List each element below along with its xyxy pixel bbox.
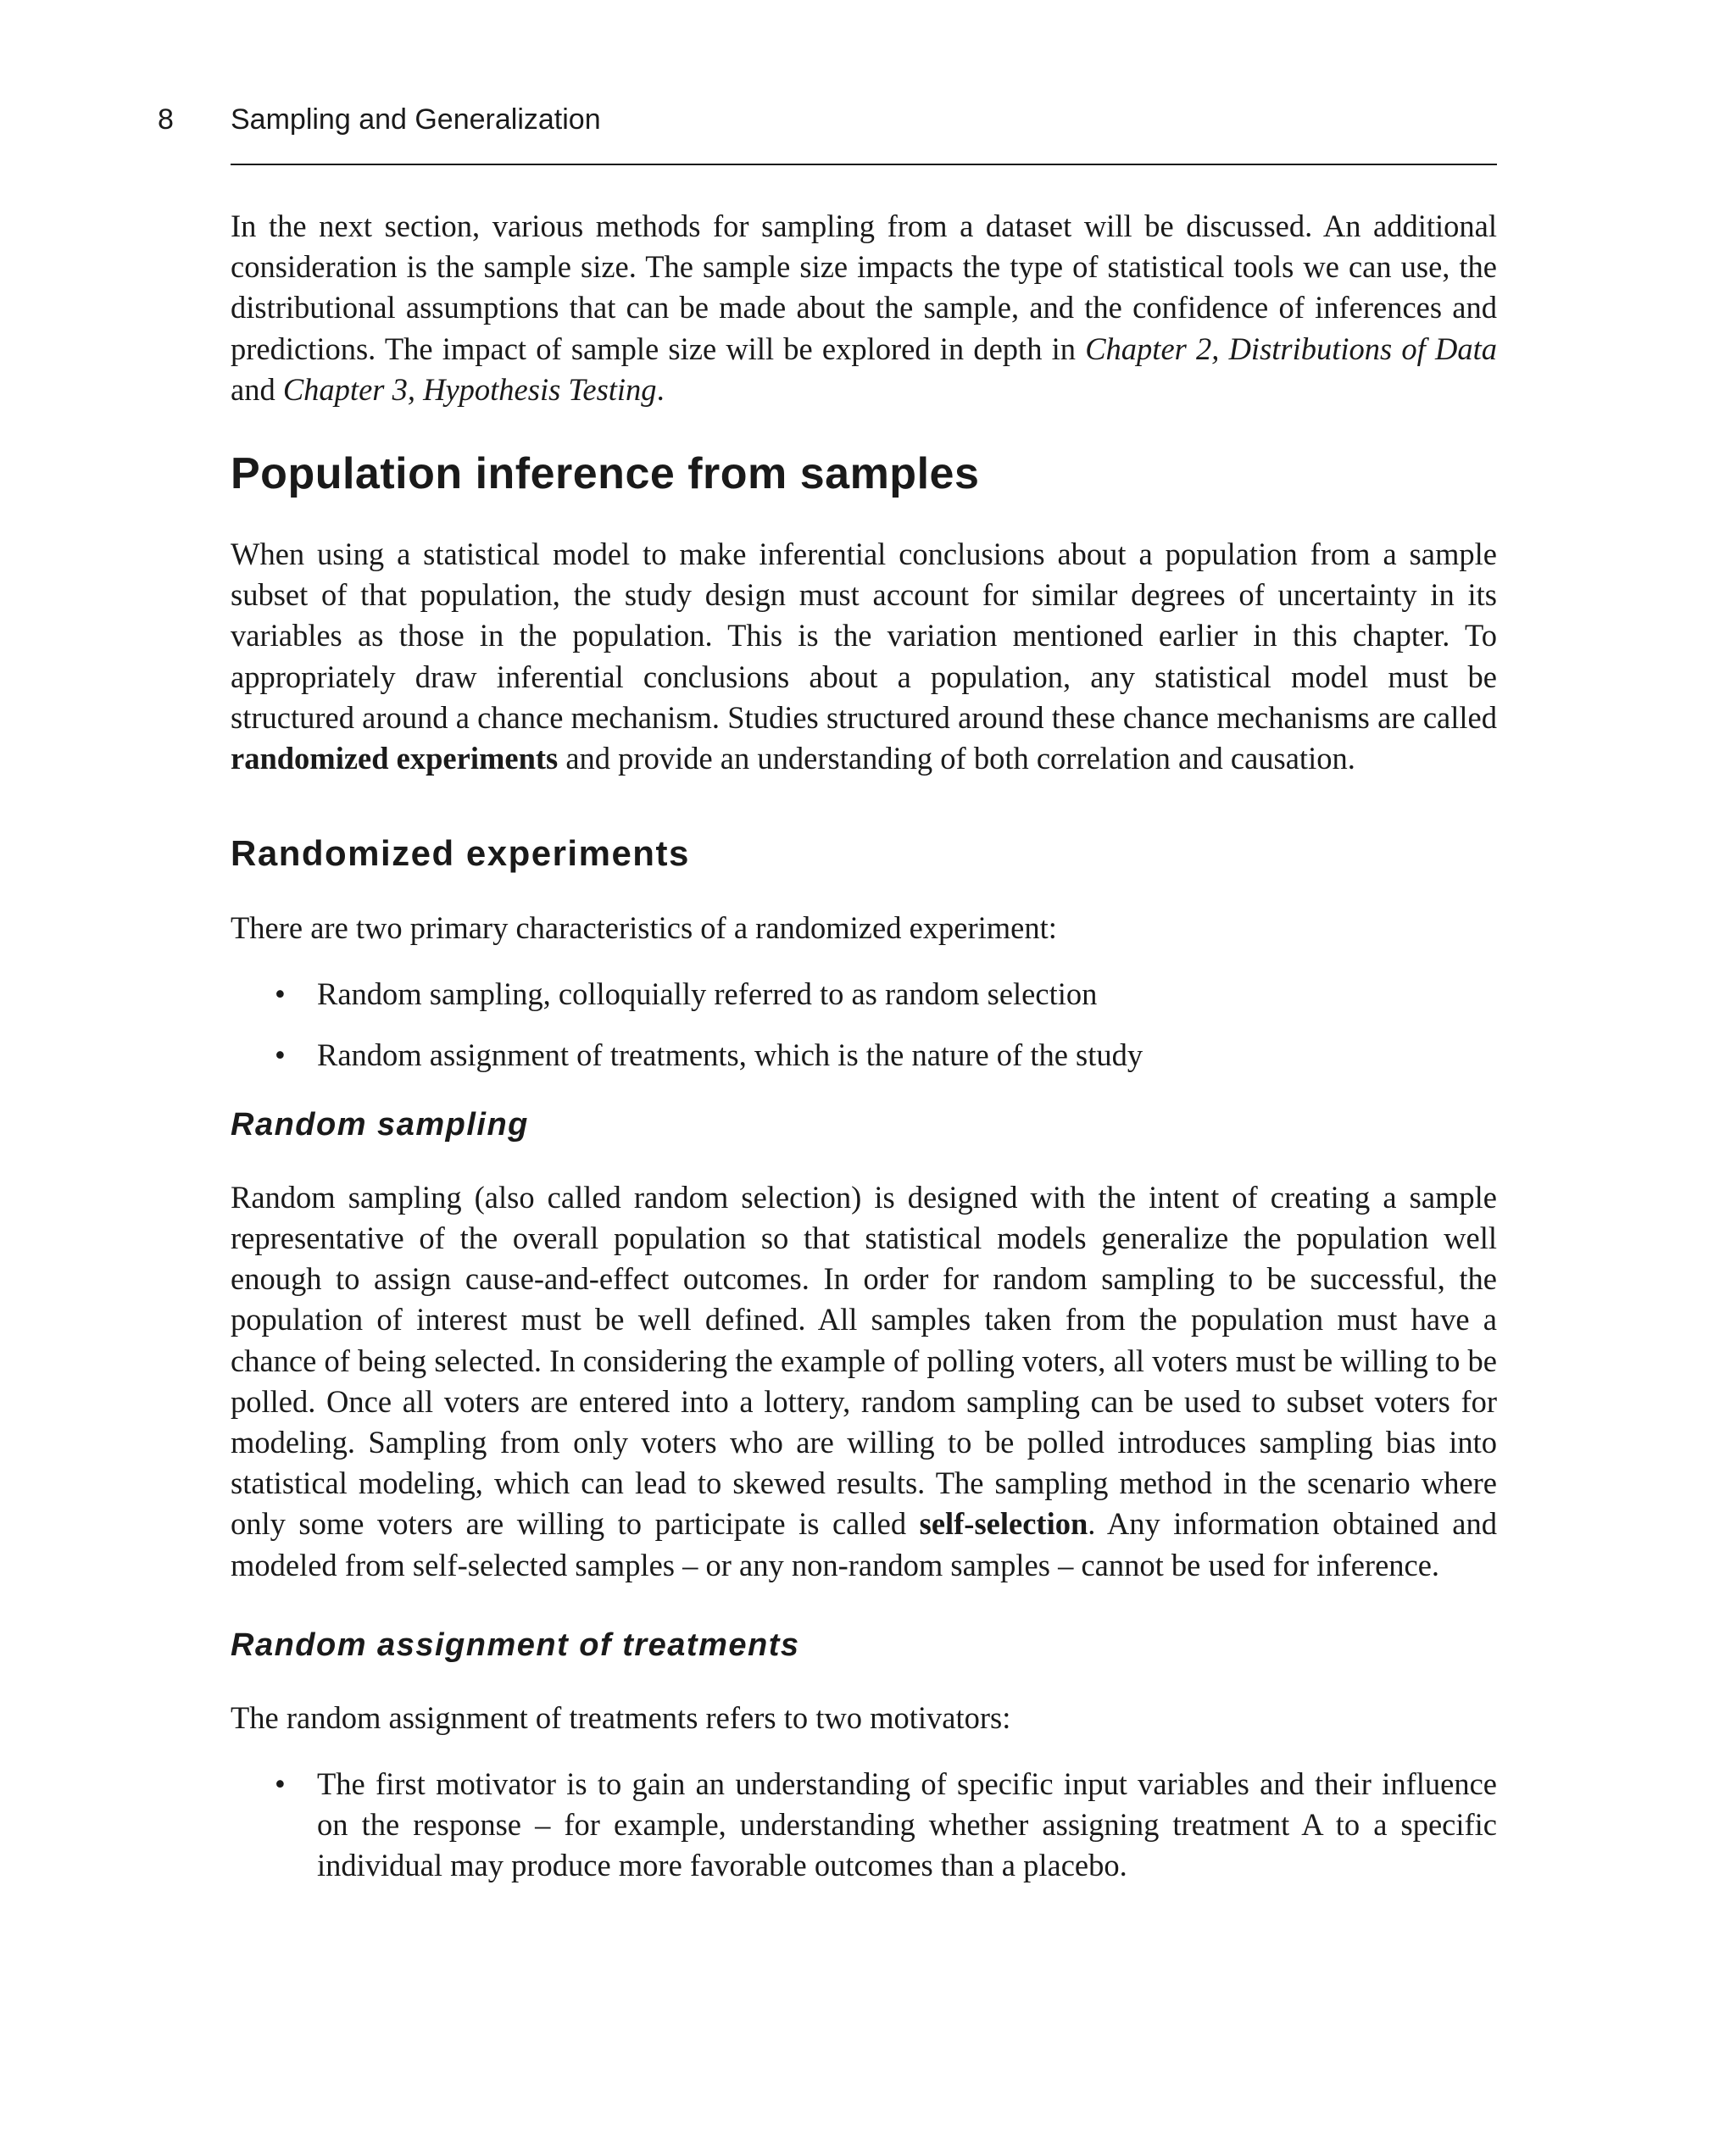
list-item: • Random sampling, colloquially referred to as random selection — [231, 974, 1497, 1015]
bullet-icon: • — [275, 1037, 286, 1072]
running-title: Sampling and Generalization — [231, 103, 601, 136]
chapter-3-reference: Chapter 3, Hypothesis Testing — [282, 371, 657, 407]
chapter-2-reference: Chapter 2, Distributions of Data — [1085, 331, 1497, 366]
characteristics-intro: There are two primary characteristics of a randomized experiment: — [231, 910, 1057, 946]
bullet-icon: • — [275, 976, 286, 1012]
bullet-icon: • — [275, 1766, 286, 1802]
characteristics-list — [231, 974, 1497, 1075]
term-self-selection: self-selection — [919, 1506, 1088, 1542]
list-item: • The first motivator is to gain an understanding of specific input variables and their influence on the response – for example, understanding whether assigning treatment A to a specific individual may produce more favorable outcomes than a placebo. — [231, 1764, 1497, 1887]
motivators-intro: The random assignment of treatments refers to two motivators: — [231, 1699, 1011, 1735]
motivators-list — [231, 1764, 1497, 1887]
page-header — [0, 103, 1736, 146]
list-item: • Random assignment of treatments, which is the nature of the study — [231, 1035, 1497, 1076]
page-body — [231, 206, 1497, 1887]
random-sampling-paragraph: Random sampling (also called random selection) is designed with the intent of creating a sample representative of the overall population so that statistical models generalize the population well enough to assign cause-and-effect outcomes. In order for random sampling to be successful, the population of interest must be well defined. All samples taken from the population must have a chance of being selected. In considering the example of polling voters, all voters must be willing to be polled. Once all voters are entered into a lottery, random sampling can be used to subset voters for modeling. Sampling from only voters who are willing to be polled introduces sampling bias into statistical modeling, which can lead to skewed results. The sampling method in the scenario where only some voters are willing to participate is called self-selection. Any information obtained and modeled from self-selected samples – or any non-random samples – cannot be used for inference. — [231, 1179, 1497, 1582]
header-rule — [231, 164, 1497, 165]
heading-random-sampling: Random sampling — [231, 1106, 529, 1143]
heading-population-inference: Population inference from samples — [231, 449, 980, 499]
heading-randomized-experiments: Randomized experiments — [231, 833, 690, 874]
heading-random-assignment: Random assignment of treatments — [231, 1627, 800, 1663]
page-number: 8 — [158, 103, 174, 136]
population-paragraph: When using a statistical model to make inferential conclusions about a population from a sample subset of that population, the study design must account for similar degrees of uncertainty in its variables as those in the population. This is the variation mentioned earlier in this chapter. To appropriately draw inferential conclusions about a population, any statistical model must be structured around a chance mechanism. Studies structured around these chance mechanisms are called randomized experiments and provide an understanding of both correlation and causation. — [231, 537, 1497, 776]
term-randomized-experiments: randomized experiments — [231, 741, 559, 776]
intro-paragraph: In the next section, various methods for sampling from a dataset will be discussed. An additional consideration is the sample size. The sample size impacts the type of statistical tools we can use, the distributional assumptions that can be made about the sample, and the confidence of inferences and predictions. The impact of sample size will be explored in depth in Chapter 2, Distributions of Data and Chapter 3, Hypothesis Testing. — [231, 209, 1497, 407]
